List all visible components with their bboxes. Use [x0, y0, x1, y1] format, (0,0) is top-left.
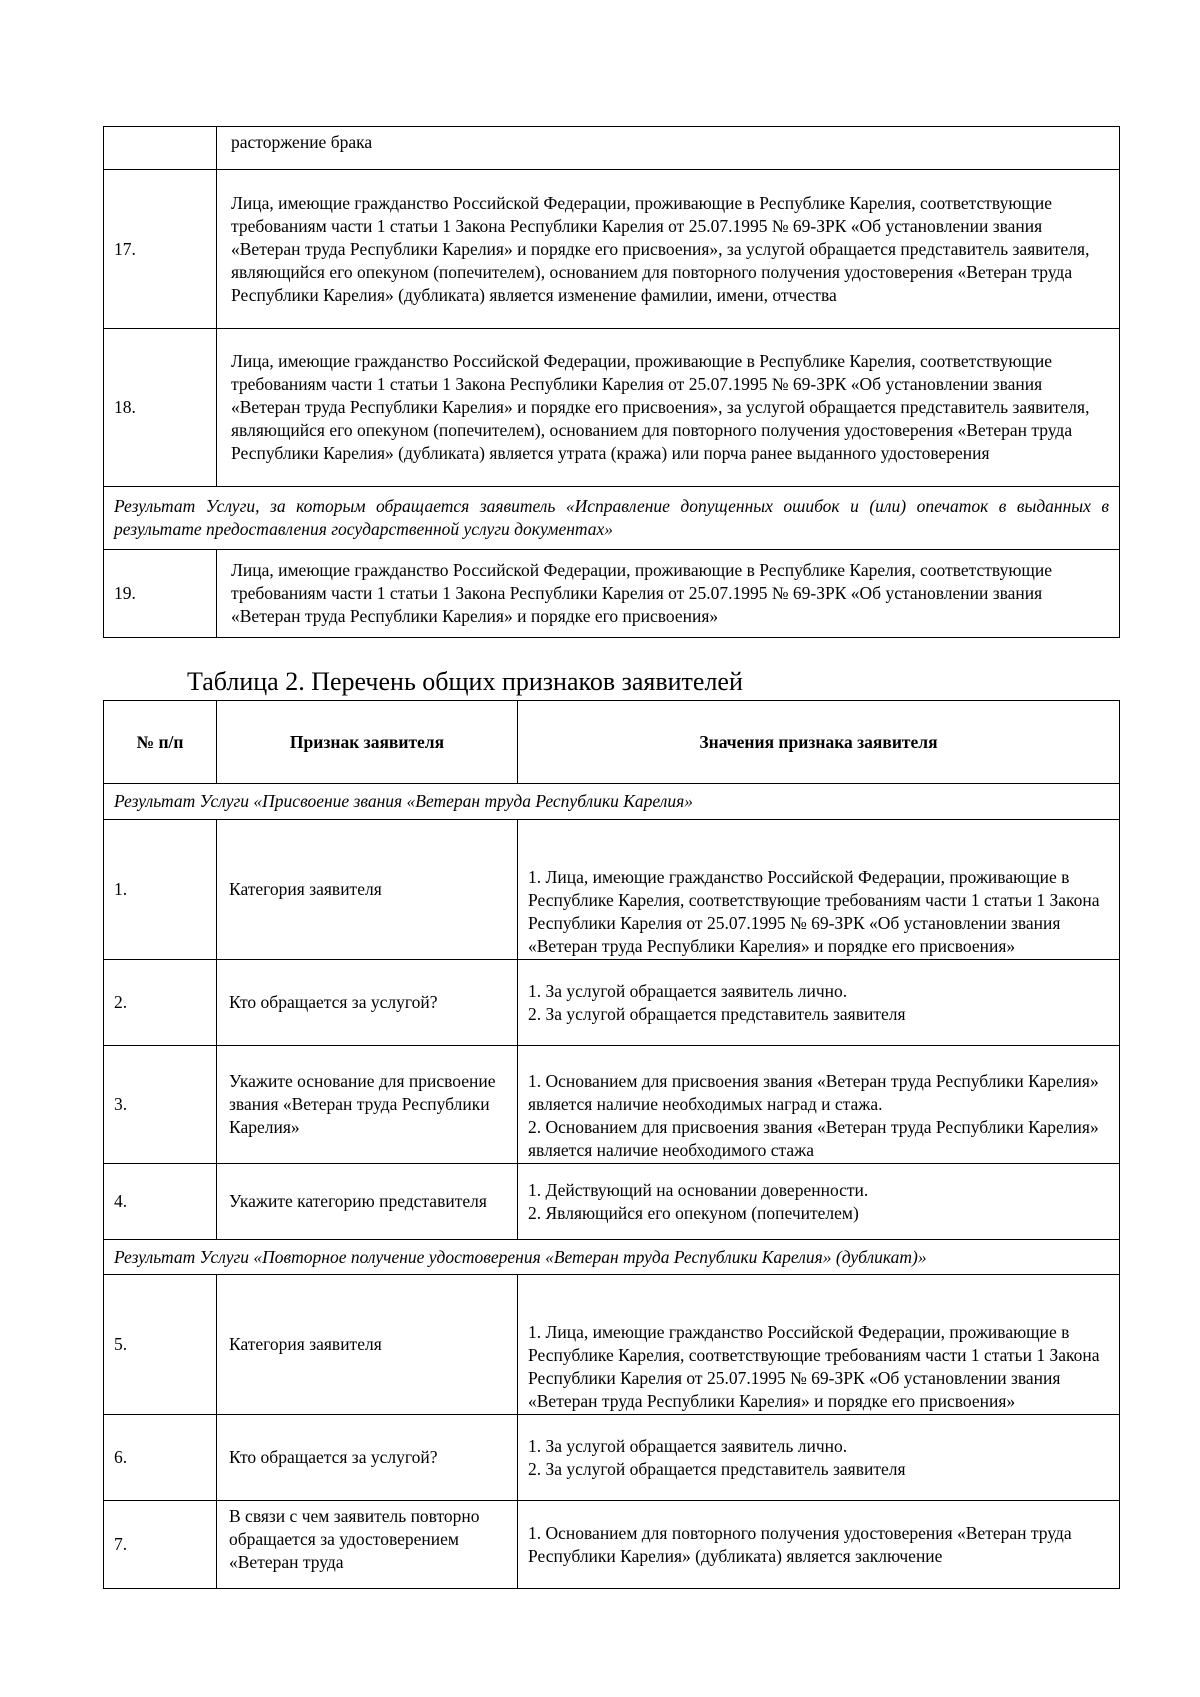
row-sign: В связи с чем заявитель повторно обращается за удостоверением «Ветеран труда	[217, 1501, 518, 1589]
row-text: расторжение брака	[217, 127, 1120, 170]
column-header-value: Значения признака заявителя	[518, 701, 1120, 784]
section-title: Результат Услуги «Присвоение звания «Ветеран труда Республики Карелия»	[104, 784, 1120, 820]
row-number: 2.	[104, 960, 217, 1046]
value-line: 2. За услугой обращается представитель заявителя	[528, 1003, 906, 1024]
row-text: Лица, имеющие гражданство Российской Федерации, проживающие в Республике Карелия, соответствующие требованиям части 1 статьи 1 Закона Республики Карелия от 25.07.1995 № 69-ЗРК «Об установлении звания «Ветеран труда Республики Карелия» и порядке его присвоения», за услугой обращается представитель заявителя, являющийся его опекуном (попечителем), основанием для повторного получения удостоверения «Ветеран труда Республики Карелия» (дубликата) является утрата (кража) или порча ранее выданного удостоверения	[217, 329, 1120, 487]
row-value: 1. Лица, имеющие гражданство Российской Федерации, проживающие в Республике Карелия, соответствующие требованиям части 1 статьи 1 Закона Республики Карелия от 25.07.1995 № 69-ЗРК «Об установлении звания «Ветеран труда Республики Карелия» и порядке его присвоения»	[518, 820, 1120, 960]
row-number: 19.	[104, 550, 217, 638]
row-value: 1. Лица, имеющие гражданство Российской Федерации, проживающие в Республике Карелия, соответствующие требованиям части 1 статьи 1 Закона Республики Карелия от 25.07.1995 № 69-ЗРК «Об установлении звания «Ветеран труда Республики Карелия» и порядке его присвоения»	[518, 1275, 1120, 1415]
row-number	[104, 127, 217, 170]
value-line: 1. За услугой обращается заявитель лично.	[528, 980, 848, 1001]
row-number: 1.	[104, 820, 217, 960]
section-title: Результат Услуги, за которым обращается заявитель «Исправление допущенных ошибок и (или) опечаток в выданных в результате предоставления государственной услуги документах»	[104, 487, 1120, 550]
table-row	[104, 329, 1120, 487]
value-line: 2. Являющийся его опекуном (попечителем)	[528, 1202, 859, 1223]
column-header-number: № п/п	[104, 701, 217, 784]
value-line: 1. Основанием для присвоения звания «Ветеран труда Республики Карелия» является наличие необходимых наград и стажа.	[528, 1071, 1099, 1114]
row-sign: Укажите основание для присвоение звания «Ветеран труда Республики Карелия»	[217, 1046, 518, 1164]
row-text: Лица, имеющие гражданство Российской Федерации, проживающие в Республике Карелия, соответствующие требованиям части 1 статьи 1 Закона Республики Карелия от 25.07.1995 № 69-ЗРК «Об установлении звания «Ветеран труда Республики Карелия» и порядке его присвоения»	[217, 550, 1120, 638]
row-number: 7.	[104, 1501, 217, 1589]
row-value	[518, 1164, 1120, 1240]
table-row	[104, 550, 1120, 638]
row-text: Лица, имеющие гражданство Российской Федерации, проживающие в Республике Карелия, соответствующие требованиям части 1 статьи 1 Закона Республики Карелия от 25.07.1995 № 69-ЗРК «Об установлении звания «Ветеран труда Республики Карелия» и порядке его присвоения», за услугой обращается представитель заявителя, являющийся его опекуном (попечителем), основанием для повторного получения удостоверения «Ветеран труда Республики Карелия» (дубликата) является изменение фамилии, имени, отчества	[217, 170, 1120, 329]
row-number: 17.	[104, 170, 217, 329]
row-sign: Кто обращается за услугой?	[217, 960, 518, 1046]
table-row	[104, 960, 1120, 1046]
row-sign: Укажите категорию представителя	[217, 1164, 518, 1240]
table-row	[104, 1046, 1120, 1164]
row-value: 1. Основанием для повторного получения удостоверения «Ветеран труда Республики Карелия» (дубликата) является заключение	[518, 1501, 1120, 1589]
value-line: 2. За услугой обращается представитель заявителя	[528, 1458, 906, 1479]
row-number: 4.	[104, 1164, 217, 1240]
table-row	[104, 170, 1120, 329]
table-row	[104, 127, 1120, 170]
table-2-title: Таблица 2. Перечень общих признаков заявителей	[187, 667, 743, 696]
section-row	[104, 1240, 1120, 1275]
section-title: Результат Услуги «Повторное получение удостоверения «Ветеран труда Республики Карелия» (дубликат)»	[104, 1240, 1120, 1275]
table-row	[104, 1501, 1120, 1589]
table-row	[104, 1164, 1120, 1240]
row-value	[518, 960, 1120, 1046]
table-header-row	[104, 701, 1120, 784]
row-number: 3.	[104, 1046, 217, 1164]
row-sign: Категория заявителя	[217, 1275, 518, 1415]
table-row	[104, 820, 1120, 960]
table-1-continuation	[103, 126, 1120, 638]
value-line: 1. За услугой обращается заявитель лично.	[528, 1435, 848, 1456]
value-line: 2. Основанием для присвоения звания «Ветеран труда Республики Карелия» является наличие необходимого стажа	[528, 1117, 1099, 1160]
row-number: 18.	[104, 329, 217, 487]
row-sign: Кто обращается за услугой?	[217, 1415, 518, 1501]
table-2-applicant-features	[103, 700, 1120, 1589]
column-header-sign: Признак заявителя	[217, 701, 518, 784]
section-row	[104, 784, 1120, 820]
row-number: 5.	[104, 1275, 217, 1415]
row-value	[518, 1046, 1120, 1164]
table-row	[104, 1275, 1120, 1415]
value-line: 1. Действующий на основании доверенности.	[528, 1179, 869, 1200]
row-sign: Категория заявителя	[217, 820, 518, 960]
table-row	[104, 1415, 1120, 1501]
section-row	[104, 487, 1120, 550]
row-value	[518, 1415, 1120, 1501]
row-number: 6.	[104, 1415, 217, 1501]
